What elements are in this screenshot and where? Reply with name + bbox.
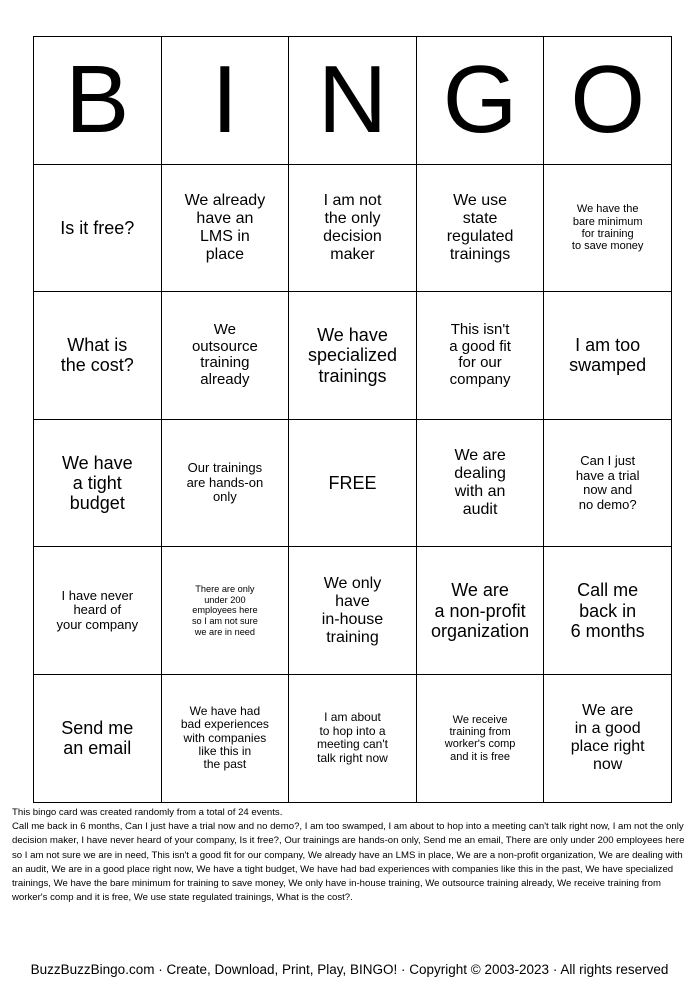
- bingo-cell: We outsource training already: [161, 292, 289, 420]
- bingo-cell: Is it free?: [34, 164, 162, 292]
- header-letter-n: N: [289, 37, 417, 165]
- bingo-cell: Send me an email: [34, 674, 162, 802]
- bingo-cell: We already have an LMS in place: [161, 164, 289, 292]
- header-letter-g: G: [416, 37, 544, 165]
- bingo-cell: We have a tight budget: [34, 419, 162, 547]
- card-row-4: [34, 547, 672, 675]
- bingo-cell: There are only under 200 employees here so I am not sure we are in need: [161, 547, 289, 675]
- bingo-cell: We are in a good place right now: [544, 674, 672, 802]
- card-row-3: [34, 419, 672, 547]
- bingo-cell: We have specialized trainings: [289, 292, 417, 420]
- bingo-cell: I have never heard of your company: [34, 547, 162, 675]
- event-list: Call me back in 6 months, Can I just have a trial now and no demo?, I am too swamped, I am about to hop into a meeting can't talk right now, I am not the only decision maker, I have never heard of your company, Is it free?, Our trainings are hands-on only, Send me an email, There are only under 200 employees here so I am not sure we are in need, This isn't a good fit for our company, We already have an LMS in place, We are a non-profit organization, We are dealing with an audit, We are in a good place right now, We have a tight budget, We have had bad experiences with companies like this in the past, We have specialized trainings, We have the bare minimum for training to save money, We only have in-house training, We outsource training already, We receive training from worker's comp and it is free, We use state regulated trainings, What is the cost?.: [12, 821, 685, 904]
- card-row-2: [34, 292, 672, 420]
- bingo-cell: We receive training from worker's comp and it is free: [416, 674, 544, 802]
- header-letter-b: B: [34, 37, 162, 165]
- card-row-5: [34, 674, 672, 802]
- header-letter-o: O: [544, 37, 672, 165]
- header-row: [34, 37, 672, 165]
- copyright-credit: BuzzBuzzBingo.com · Create, Download, Print, Play, BINGO! · Copyright © 2003-2023 · All rights reserved: [30, 962, 669, 977]
- bingo-cell: What is the cost?: [34, 292, 162, 420]
- bingo-cell: We are dealing with an audit: [416, 419, 544, 547]
- bingo-cell: We have had bad experiences with companies like this in the past: [161, 674, 289, 802]
- header-letter-i: I: [161, 37, 289, 165]
- event-list-footer: [12, 806, 690, 905]
- bingo-cell: Our trainings are hands-on only: [161, 419, 289, 547]
- free-space-cell: FREE: [289, 419, 417, 547]
- bingo-cell: I am not the only decision maker: [289, 164, 417, 292]
- event-count-note: This bingo card was created randomly from a total of 24 events.: [12, 807, 283, 818]
- bingo-cell: We have the bare minimum for training to save money: [544, 164, 672, 292]
- bingo-cell: Can I just have a trial now and no demo?: [544, 419, 672, 547]
- bingo-cell: We use state regulated trainings: [416, 164, 544, 292]
- bingo-cell: We are a non-profit organization: [416, 547, 544, 675]
- bingo-cell: I am about to hop into a meeting can't talk right now: [289, 674, 417, 802]
- card-row-1: [34, 164, 672, 292]
- bingo-card: [33, 36, 672, 803]
- bingo-cell: I am too swamped: [544, 292, 672, 420]
- bingo-cell: We only have in-house training: [289, 547, 417, 675]
- bingo-cell: This isn't a good fit for our company: [416, 292, 544, 420]
- bingo-cell: Call me back in 6 months: [544, 547, 672, 675]
